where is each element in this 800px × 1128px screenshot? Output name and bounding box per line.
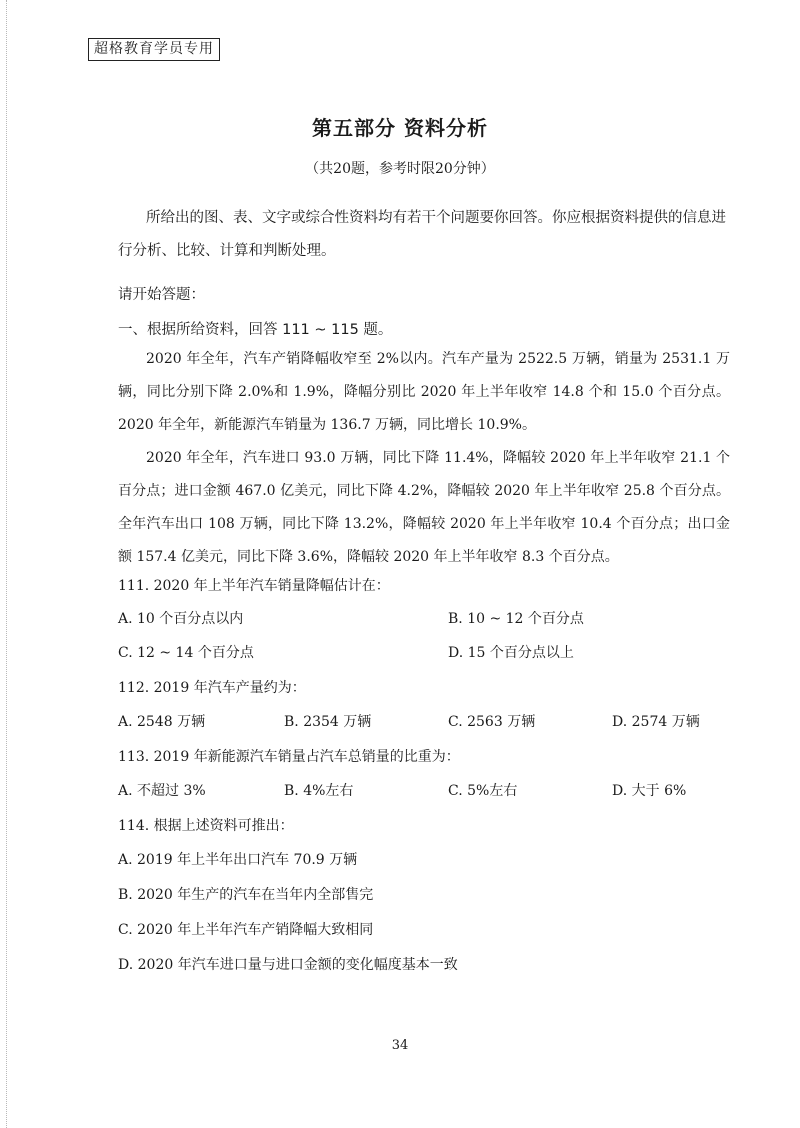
question-113-option-d: D. 大于 6% (612, 783, 687, 799)
question-114-stem: 114. 根据上述资料可推出： (118, 818, 294, 834)
question-113-option-a: A. 不超过 3% (118, 783, 206, 799)
question-111-option-c: C. 12 ~ 14 个百分点 (118, 645, 254, 661)
instructions-text: 所给出的图、表、文字或综合性资料均有若干个问题要你回答。你应根据资料提供的信息进行分析、比较、计算和判断处理。 (118, 210, 726, 259)
section-instructions (118, 202, 730, 268)
question-111-option-b: B. 10 ~ 12 个百分点 (448, 611, 584, 627)
page-number: 34 (391, 1038, 409, 1053)
question-114-option-b: B. 2020 年生产的汽车在当年内全部售完 (118, 887, 374, 903)
question-111-option-d: D. 15 个百分点以上 (448, 645, 574, 661)
question-113-option-b: B. 4%左右 (284, 783, 354, 799)
question-112-option-a: A. 2548 万辆 (118, 714, 206, 730)
section-title: 第五部分 资料分析 (312, 116, 488, 140)
question-114-option-c: C. 2020 年上半年汽车产销降幅大致相同 (118, 922, 374, 938)
start-prompt: 请开始答题： (118, 287, 205, 303)
section-subtitle: （共20题，参考时限20分钟） (305, 161, 495, 177)
question-113-option-c: C. 5%左右 (448, 783, 518, 799)
question-111-option-a: A. 10 个百分点以内 (118, 611, 244, 627)
question-111-stem: 111. 2020 年上半年汽车销量降幅估计在： (118, 578, 390, 594)
question-113-stem: 113. 2019 年新能源汽车销量占汽车总销量的比重为： (118, 749, 460, 765)
question-group-heading: 一、根据所给资料，回答 111 ~ 115 题。 (118, 322, 393, 338)
student-use-stamp: 超格教育学员专用 (88, 38, 220, 61)
question-112-option-b: B. 2354 万辆 (284, 714, 372, 730)
question-112-option-d: D. 2574 万辆 (612, 714, 700, 730)
question-112-option-c: C. 2563 万辆 (448, 714, 536, 730)
passage-paragraph-1: 2020 年全年，汽车产销降幅收窄至 2%以内。汽车产量为 2522.5 万辆，销量为 2531.1 万辆，同比分别下降 2.0%和 1.9%，降幅分别比 2020 年上半年收窄 14.8 个和 15.0 个百分点。2020 年全年，新能源汽车销量为 136.7 万辆，同比增长 10.9%。 (118, 351, 730, 433)
question-112-stem: 112. 2019 年汽车产量约为： (118, 680, 306, 696)
question-114-option-a: A. 2019 年上半年出口汽车 70.9 万辆 (118, 852, 358, 868)
question-114-option-d: D. 2020 年汽车进口量与进口金额的变化幅度基本一致 (118, 957, 458, 973)
passage-paragraph-2: 2020 年全年，汽车进口 93.0 万辆，同比下降 11.4%，降幅较 2020 年上半年收窄 21.1 个百分点；进口金额 467.0 亿美元，同比下降 4.2%，降幅较 2020 年上半年收窄 25.8 个百分点。全年汽车出口 108 万辆，同比下降 13.2%，降幅较 2020 年上半年收窄 10.4 个百分点；出口金额 157.4 亿美元，同比下降 3.6%，降幅较 2020 年上半年收窄 8.3 个百分点。 (118, 450, 730, 565)
